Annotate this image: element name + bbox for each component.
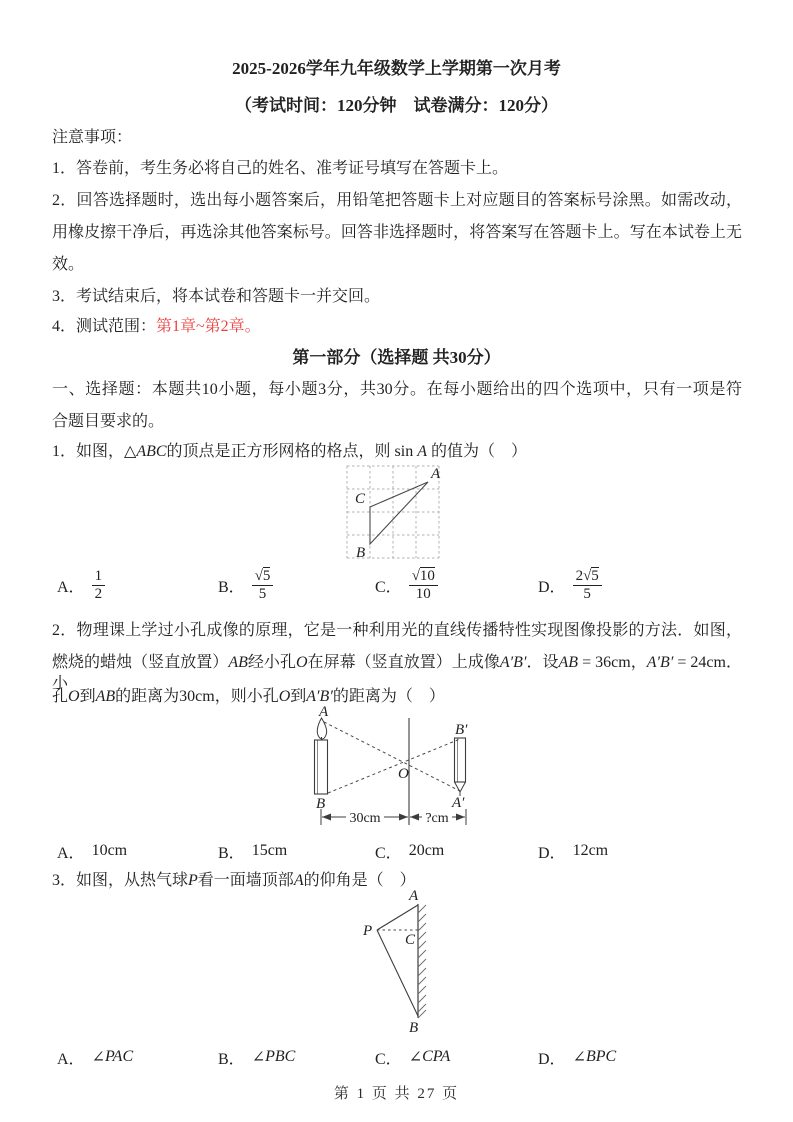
option-value: 10cm: [91, 842, 128, 859]
point-label-p: P: [363, 923, 373, 939]
q2-pinhole-figure: [291, 702, 526, 832]
notice-item-3: 3．考试结束后，将本试卷和答题卡一并交回。: [52, 288, 381, 305]
vertex-label-a: A: [431, 466, 441, 482]
point-label-a-prime: A′: [452, 795, 465, 811]
q2-option-b: [218, 838, 287, 864]
angle-symbol: ∠: [408, 1049, 423, 1066]
part1-intro-line-1: 一、选择题：本题共10小题，每小题3分，共30分。在每小题给出的四个选项中，只有一项是符: [52, 381, 742, 398]
q3-wall-elevation-figure: [330, 888, 490, 1036]
point-label-a: A: [319, 704, 329, 720]
notice-item-1: 1．答卷前，考生务必将自己的姓名、准考证号填写在答题卡上。: [52, 160, 509, 177]
q3-option-c: [375, 1044, 450, 1070]
option-label: B．: [218, 844, 245, 862]
q1-option-a: [57, 564, 105, 606]
q2-stem-line-1: 2．物理课上学过小孔成像的原理，它是一种利用光的直线传播特性实现图像投影的方法．如图，: [52, 622, 742, 639]
exam-title: 2025-2026学年九年级数学上学期第一次月考: [232, 59, 561, 78]
q2-option-d: [538, 838, 608, 864]
q3-stem: 3．如图，从热气球P看一面墙顶部A的仰角是（ ）: [52, 872, 416, 889]
q3-option-b: [218, 1044, 295, 1070]
sight-lines: [377, 905, 418, 1016]
option-value: BPC: [585, 1048, 617, 1065]
q2-stem-line-2: 燃烧的蜡烛（竖直放置）AB经小孔O在屏幕（竖直放置）上成像A′B′．设AB = 36cm，A′B′ = 24cm．小: [52, 654, 742, 692]
option-value: PAC: [104, 1048, 134, 1065]
q3-options: [52, 1044, 762, 1070]
distance-right-label: ?cm: [425, 811, 449, 826]
option-label: A．: [57, 844, 85, 862]
q1-stem: 1．如图，△ABC的顶点是正方形网格的格点，则 sin A 的值为（ ）: [52, 443, 528, 460]
option-value: 20cm: [408, 842, 445, 859]
q2-stem-line-3: 孔O到AB的距离为30cm，则小孔O到A′B′的距离为（ ）: [52, 688, 445, 705]
q2-option-a: [57, 838, 127, 864]
fraction-value: $\frac{1}{2}$: [92, 567, 106, 603]
q2-option-c: [375, 838, 444, 864]
notice-item-2-line-3: 效。: [52, 256, 85, 273]
option-label: D．: [538, 1050, 566, 1068]
option-label: D．: [538, 844, 566, 862]
vertex-label-c: C: [355, 491, 366, 507]
point-label-b-prime: B′: [455, 722, 468, 738]
distance-left-label: 30cm: [349, 811, 381, 826]
point-label-c: C: [405, 932, 416, 948]
option-label: D．: [538, 578, 566, 596]
q3-option-d: [538, 1044, 616, 1070]
candle-image-right: [455, 738, 466, 796]
option-label: C．: [375, 844, 402, 862]
option-label: C．: [375, 578, 402, 596]
fraction-value: $\frac{2√5}{5}$: [573, 567, 602, 603]
option-value: 12cm: [572, 842, 609, 859]
option-value: CPA: [422, 1048, 451, 1065]
point-label-b: B: [409, 1020, 419, 1036]
q1-option-d: [538, 564, 602, 606]
notice-item-4-range: 第1章~第2章。: [156, 318, 261, 335]
part1-intro-line-2: 合题目要求的。: [52, 413, 165, 430]
page-number-footer: 第 1 页 共 27 页: [333, 1086, 460, 1102]
angle-symbol: ∠: [91, 1049, 105, 1066]
point-label-o: O: [398, 766, 409, 782]
option-value: 15cm: [251, 842, 288, 859]
option-label: B．: [218, 1050, 245, 1068]
exam-meta: （考试时间：120分钟 试卷满分：120分）: [235, 96, 558, 115]
notice-item-4: [52, 316, 742, 337]
notice-item-2-line-2: 用橡皮擦干净后，再选涂其他答案标号。回答非选择题时，将答案写在答题卡上。写在本试卷上无: [52, 224, 742, 241]
option-label: A．: [57, 1050, 85, 1068]
angle-symbol: ∠: [572, 1049, 586, 1066]
point-label-b: B: [316, 796, 326, 812]
point-label-a: A: [409, 888, 419, 904]
notice-item-2-line-1: 2．回答选择题时，选出每小题答案后，用铅笔把答题卡上对应题目的答案标号涂黑。如需改动，: [52, 192, 742, 209]
option-value: PBC: [265, 1048, 296, 1065]
q1-options: [52, 564, 762, 606]
notice-item-4-prefix: 4．测试范围：: [52, 318, 157, 335]
light-rays: [324, 722, 460, 793]
notice-heading: 注意事项：: [52, 129, 133, 146]
option-label: C．: [375, 1050, 402, 1068]
fraction-value: $\frac{√10}{10}$: [409, 567, 438, 603]
angle-symbol: ∠: [251, 1049, 266, 1066]
candle-left: [315, 718, 328, 794]
q3-option-a: [57, 1044, 133, 1070]
part1-heading: 第一部分（选择题 共30分）: [292, 348, 501, 367]
option-label: A．: [57, 578, 85, 596]
q1-option-c: [375, 564, 438, 606]
option-label: B．: [218, 578, 245, 596]
fraction-value: $\frac{√5}{5}$: [252, 567, 274, 603]
q2-options: [52, 838, 762, 864]
vertex-label-b: B: [356, 545, 366, 561]
q1-option-b: [218, 564, 273, 606]
wall-hatching: [418, 905, 426, 1018]
q1-grid-triangle-figure: [343, 462, 465, 564]
